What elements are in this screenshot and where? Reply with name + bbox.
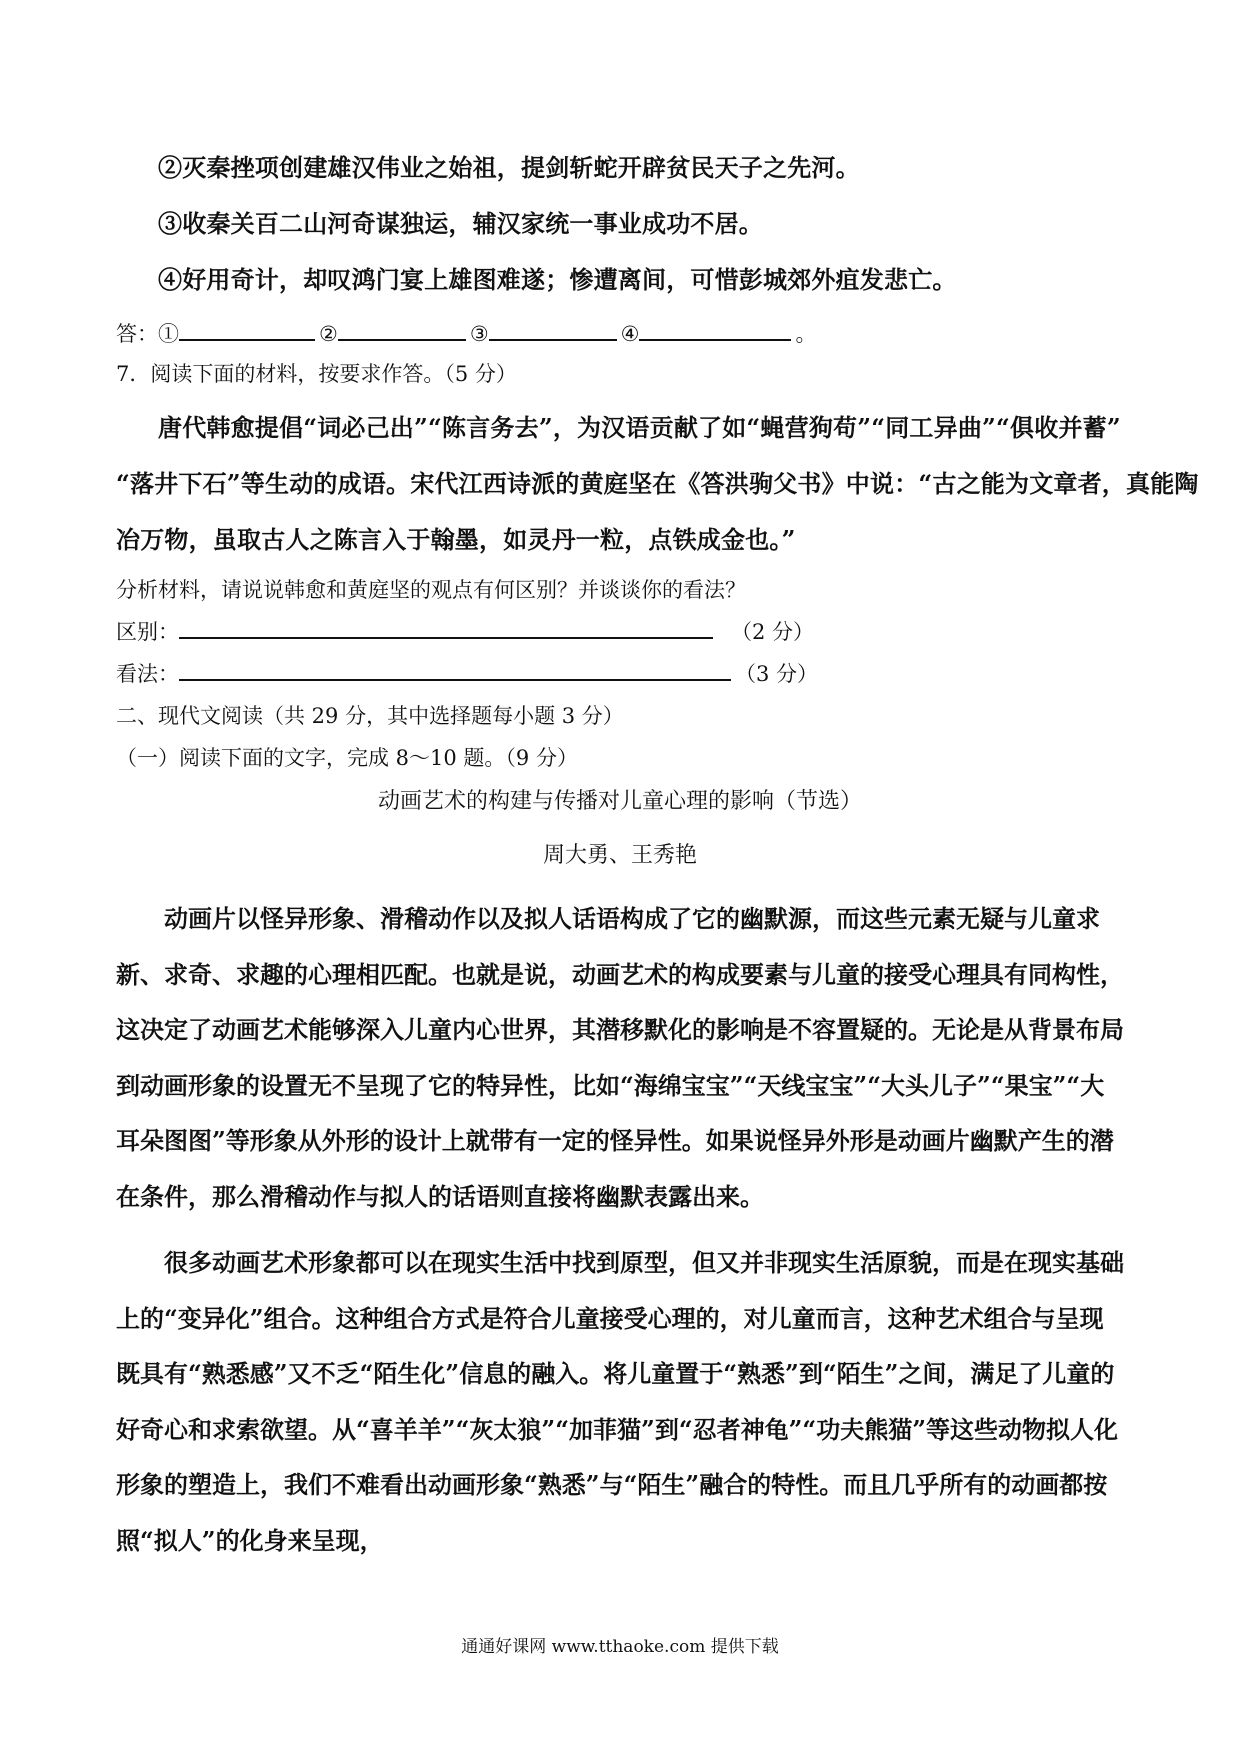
article-body [116, 891, 1126, 1568]
q7-difference-row [116, 616, 814, 648]
answer-marker-3: ③ [469, 322, 489, 346]
view-score: （3 分） [735, 662, 819, 686]
view-label: 看法： [116, 662, 179, 686]
answer-end: 。 [795, 322, 817, 346]
answer-marker-4: ④ [620, 322, 640, 346]
answer-marker-1: ① [158, 322, 179, 346]
answer-blank-2[interactable] [338, 319, 466, 341]
difference-score: （2 分） [731, 620, 815, 644]
q7-material-line-1: 唐代韩愈提倡“词必己出”“陈言务去”，为汉语贡献了如“蝇营狗苟”“同工异曲”“俱收并蓄” [158, 413, 1121, 442]
article-title: 动画艺术的构建与传播对儿童心理的影响（节选） [377, 789, 862, 814]
option-item-3: ③收秦关百二山河奇谋独运，辅汉家统一事业成功不居。 [158, 209, 763, 238]
option-item-4: ④好用奇计，却叹鸿门宴上雄图难遂；惨遭离间，可惜彭城郊外疽发悲亡。 [158, 265, 957, 294]
answer-prefix: 答： [116, 322, 158, 346]
answer-marker-2: ② [319, 322, 338, 346]
article-paragraph-2: 很多动画艺术形象都可以在现实生活中找到原型，但又并非现实生活原貌，而是在现实基础上的“变异化”组合。这种组合方式是符合儿童接受心理的，对儿童而言，这种艺术组合与呈现既具有“熟悉感”又不乏“陌生化”信息的融入。将儿童置于“熟悉”到“陌生”之间，满足了儿童的好奇心和求索欲望。从“喜羊羊”“灰太狼”“加菲猫”到“忍者神龟”“功夫熊猫”等这些动物拟人化形象的塑造上，我们不难看出动画形象“熟悉”与“陌生”融合的特性。而且几乎所有的动画都按照“拟人”的化身来呈现， [116, 1248, 1124, 1555]
view-answer-blank[interactable] [179, 659, 731, 681]
q7-view-row [116, 658, 818, 690]
answer-blank-1[interactable] [179, 319, 315, 341]
difference-label: 区别： [116, 620, 179, 644]
article-paragraph-1: 动画片以怪异形象、滑稽动作以及拟人话语构成了它的幽默源，而这些元素无疑与儿童求新、求奇、求趣的心理相匹配。也就是说，动画艺术的构成要素与儿童的接受心理具有同构性，这决定了动画艺术能够深入儿童内心世界，其潜移默化的影响是不容置疑的。无论是从背景布局到动画形象的设置无不呈现了它的特异性，比如“海绵宝宝”“天线宝宝”“大头儿子”“果宝”“大耳朵图图”等形象从外形的设计上就带有一定的怪异性。如果说怪异外形是动画片幽默产生的潜在条件，那么滑稽动作与拟人的话语则直接将幽默表露出来。 [116, 904, 1124, 1211]
article-author: 周大勇、王秀艳 [542, 843, 697, 868]
q7-material-line-2: “落井下石”等生动的成语。宋代江西诗派的黄庭坚在《答洪驹父书》中说：“古之能为文章者，真能陶 [116, 469, 1199, 498]
section-2-sub-1: （一）阅读下面的文字，完成 8～10 题。（9 分） [116, 746, 578, 770]
difference-answer-blank[interactable] [179, 617, 713, 639]
question-7-heading: 7．阅读下面的材料，按要求作答。（5 分） [116, 362, 517, 386]
answer-blank-3[interactable] [489, 319, 617, 341]
page-footer: 通通好课网 www.tthaoke.com 提供下载 [461, 1637, 779, 1657]
q7-material-line-3: 冶万物，虽取古人之陈言入于翰墨，如灵丹一粒，点铁成金也。” [116, 525, 796, 554]
section-2-heading: 二、现代文阅读（共 29 分，其中选择题每小题 3 分） [116, 704, 624, 728]
q7-prompt: 分析材料，请说说韩愈和黄庭坚的观点有何区别？并谈谈你的看法？ [116, 578, 746, 602]
option-item-2: ②灭秦挫项创建雄汉伟业之始祖，提剑斩蛇开辟贫民天子之先河。 [158, 153, 860, 182]
answer-blank-4[interactable] [639, 319, 791, 341]
answer-line [116, 318, 816, 350]
